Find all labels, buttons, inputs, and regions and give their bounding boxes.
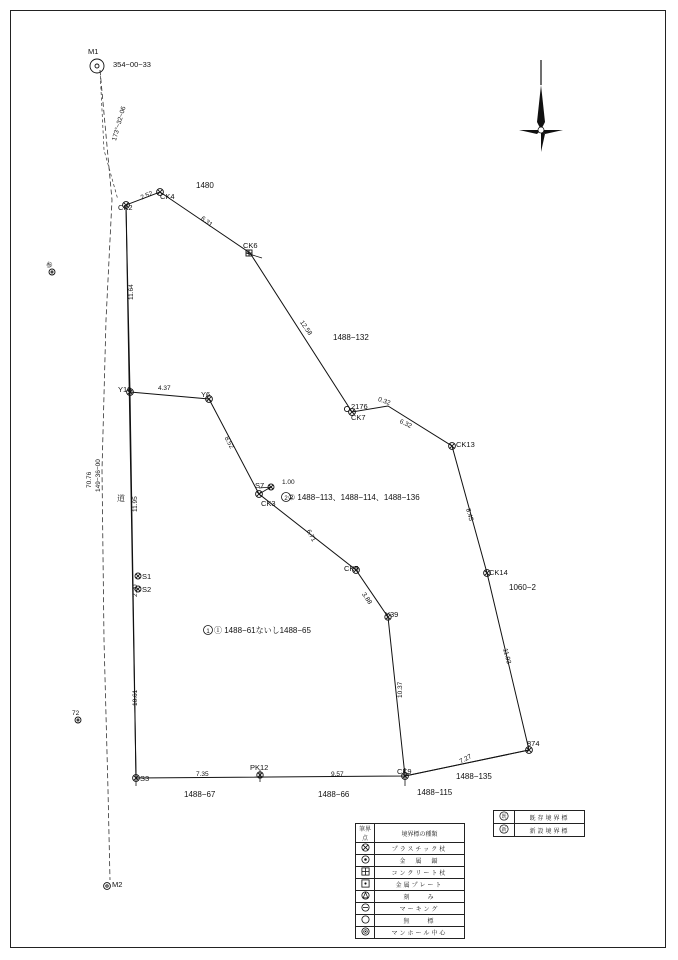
legend-row [356, 867, 465, 879]
point-label-CK6: CK6 [243, 241, 258, 250]
ki-icon [494, 811, 515, 824]
point-label-M1: M1 [88, 47, 99, 56]
point-label-CK5: CK5 [344, 564, 359, 573]
point-label-874: 874 [527, 739, 540, 748]
manhole-icon [356, 927, 375, 939]
distance-label: 9.57 [331, 771, 344, 778]
distance-label: 6.71 [304, 528, 317, 543]
legend-row [356, 879, 465, 891]
point-label-Y6: Y6 [201, 390, 211, 399]
point-label-PK12: PK12 [250, 763, 269, 772]
distance-label: 8.45 [464, 507, 475, 522]
point-label-CK2: CK2 [118, 203, 133, 212]
distance-label: 4.37 [158, 385, 171, 392]
reference-number: 354−00−33 [113, 60, 151, 69]
legend-label: 金 属 鍢 [375, 855, 465, 867]
svg-text:1: 1 [206, 629, 210, 635]
distance-label: 6.32 [398, 418, 413, 431]
legend-label: マーキング [375, 903, 465, 915]
distance-label: 11.64 [128, 284, 135, 300]
point-label-2176: 2176 [351, 402, 368, 411]
distance-label: 1.00 [282, 479, 295, 486]
point-label-S2: S2 [142, 585, 152, 594]
point-label-CK3: CK3 [261, 499, 276, 508]
parcel-label-1488-135: 1488−135 [456, 772, 492, 781]
distance-label: 0.32 [376, 396, 392, 407]
legend-label: 新設境界標 [515, 824, 585, 837]
bearing-label: 149−36−00 [95, 459, 102, 492]
bearing-label: 173°−32−06 [111, 105, 128, 142]
point-label-S7: S7 [255, 481, 265, 490]
distance-label: 7.27 [458, 753, 473, 766]
legend-header-type: 境界標の種類 [375, 824, 465, 843]
reference-mark-label: 参 [46, 262, 53, 269]
point-label-CK7: CK7 [351, 413, 366, 422]
legend-row [494, 824, 585, 837]
legend-label: 既存境界標 [515, 811, 585, 824]
parcel-label-1488-61: ① 1488−61ないし1488−65 [214, 626, 311, 635]
point-label-S3: S3 [140, 774, 150, 783]
svg-text:2: 2 [284, 496, 288, 502]
parcel-label-1488-113: ② 1488−113、1488−114、1488−136 [288, 493, 420, 502]
reference-mark-label: 72 [72, 710, 80, 717]
metal-stake-icon [356, 855, 375, 867]
parcel-label-1488-67: 1488−67 [184, 790, 216, 799]
point-label-CK4: CK4 [160, 192, 175, 201]
svg-text:新: 新 [501, 827, 507, 833]
legend-row [356, 891, 465, 903]
svg-text:既: 既 [501, 814, 507, 820]
legend-label: 無 標 [375, 915, 465, 927]
distance-label: 70.76 [86, 471, 93, 488]
compass-rose [519, 60, 563, 152]
distance-label: 2.30 [132, 584, 139, 597]
point-label-CK9: CK9 [397, 767, 412, 776]
kizami-icon [356, 891, 375, 903]
distance-label: 11.95 [132, 496, 139, 512]
legend-label: マンホール中心 [375, 927, 465, 939]
legend-mark-status [493, 810, 585, 837]
legend-label: 金属プレート [375, 879, 465, 891]
shin-icon [494, 824, 515, 837]
legend-row [356, 927, 465, 939]
legend-boundary-mark-types [355, 823, 465, 939]
point-label-Y10: Y10 [118, 385, 132, 394]
parcel-label-1480: 1480 [196, 181, 214, 190]
legend-row [356, 903, 465, 915]
distance-label: 11.93 [501, 647, 513, 665]
distance-label: 7.35 [196, 771, 209, 778]
road-label: 道 [117, 494, 125, 503]
legend-label: 刻 み [375, 891, 465, 903]
legend-label: コンクリート杖 [375, 867, 465, 879]
legend-label: プラスチック杖 [375, 843, 465, 855]
point-label-CK13: CK13 [456, 440, 475, 449]
point-label-M2: M2 [112, 880, 123, 889]
distance-label: 12.58 [298, 319, 314, 337]
distance-label: 10.61 [132, 689, 139, 706]
legend-row [356, 843, 465, 855]
legend-row [356, 855, 465, 867]
distance-label: 3.88 [360, 591, 374, 606]
point-label-S1: S1 [142, 572, 152, 581]
point-label-CK14: CK14 [489, 568, 508, 577]
point-label-Y39: Y39 [385, 610, 399, 619]
parcel-label-1488-115: 1488−115 [417, 788, 453, 797]
legend-row [494, 811, 585, 824]
legend-row [356, 915, 465, 927]
distance-label: 6.31 [199, 215, 214, 229]
concrete-stake-icon [356, 867, 375, 879]
distance-label: 10.37 [397, 681, 404, 698]
metal-plate-icon [356, 879, 375, 891]
none-icon [356, 915, 375, 927]
parcel-label-1488-132: 1488−132 [333, 333, 369, 342]
legend-header-point: 筆界点 [356, 824, 375, 843]
plastic-stake-icon [356, 843, 375, 855]
parcel-label-1488-66: 1488−66 [318, 790, 350, 799]
distance-label: 2.52 [139, 190, 154, 202]
marking-icon [356, 903, 375, 915]
distance-label: 8.52 [222, 435, 235, 450]
parcel-label-1060-2: 1060−2 [509, 583, 536, 592]
